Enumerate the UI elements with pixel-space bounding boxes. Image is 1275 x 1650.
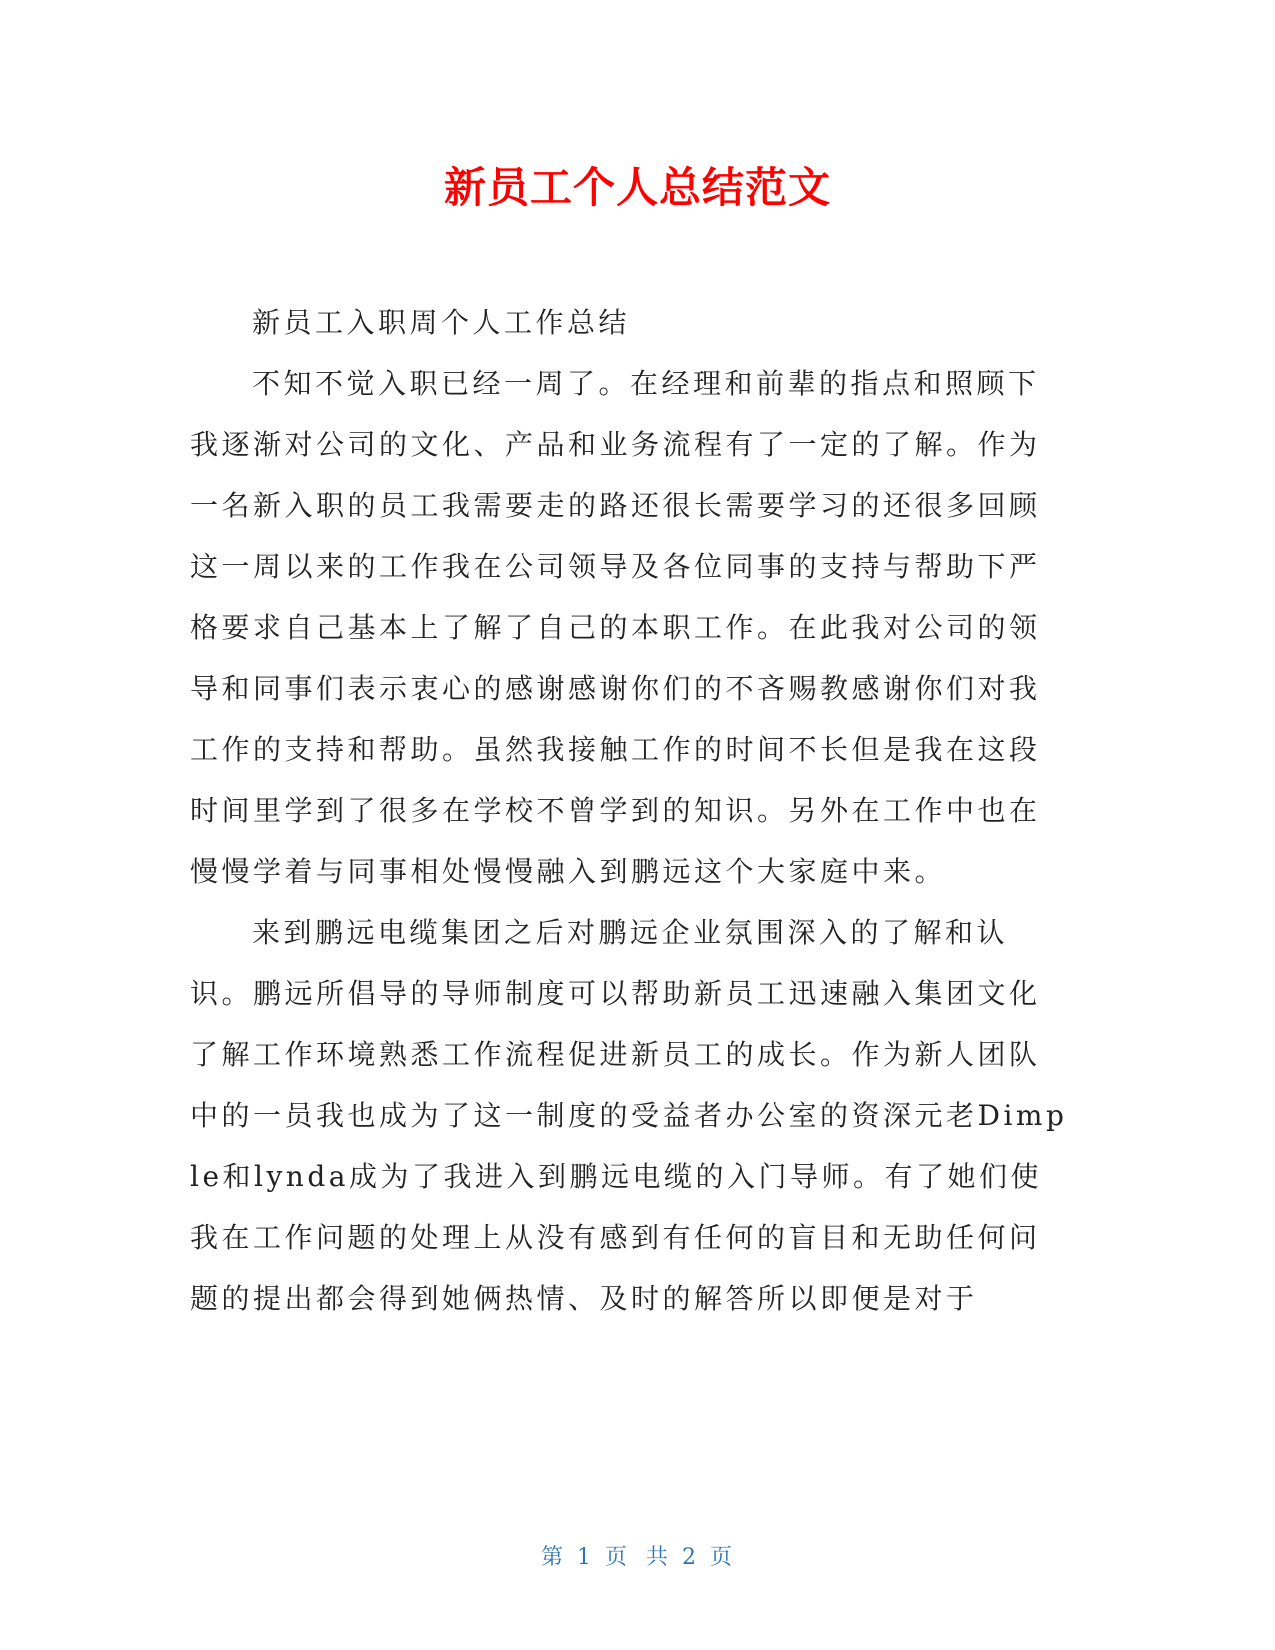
footer-prefix: 第: [540, 1545, 565, 1570]
paragraph-1: 不知不觉入职已经一周了。在经理和前辈的指点和照顾下我逐渐对公司的文化、产品和业务流程有了一定的了解。作为一名新入职的员工我需要走的路还很长需要学习的还很多回顾这一周以来的工作我在公司领导及各位同事的支持与帮助下严格要求自己基本上了解了自己的本职工作。在此我对公司的领导和同事们表示衷心的感谢感谢你们的不吝赐教感谢你们对我工作的支持和帮助。虽然我接触工作的时间不长但是我在这段时间里学到了很多在学校不曾学到的知识。另外在工作中也在慢慢学着与同事相处慢慢融入到鹏远这个大家庭中来。: [190, 367, 1041, 888]
page-footer: [0, 1540, 1275, 1571]
paragraph-2: 来到鹏远电缆集团之后对鹏远企业氛围深入的了解和认识。鹏远所倡导的导师制度可以帮助新员工迅速融入集团文化了解工作环境熟悉工作流程促进新员工的成长。作为新人团队中的一员我也成为了这一制度的受益者办公室的资深元老Dimple和lynda成为了我进入到鹏远电缆的入门导师。有了她们使我在工作问题的处理上从没有感到有任何的盲目和无助任何问题的提出都会得到她俩热情、及时的解答所以即便是对于: [190, 916, 1068, 1315]
document-body: [190, 292, 1070, 1329]
footer-suffix: 页: [710, 1545, 735, 1570]
footer-current-page: 1: [577, 1545, 593, 1570]
footer-total-pages: 2: [682, 1545, 698, 1570]
footer-mid: 页 共: [605, 1545, 670, 1570]
document-title: 新员工个人总结范文: [443, 163, 831, 212]
document-subtitle: 新员工入职周个人工作总结: [252, 306, 631, 339]
